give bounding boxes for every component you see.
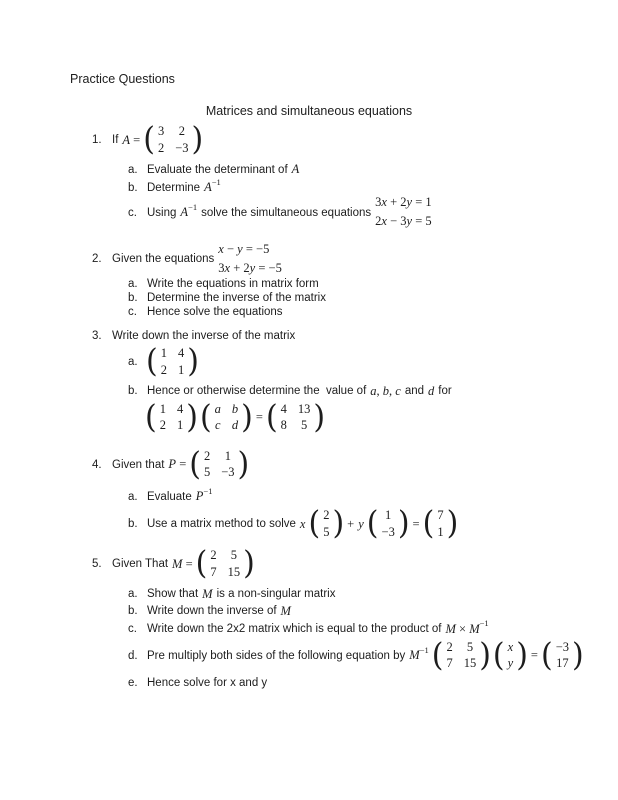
item-math: a, b, c: [370, 383, 401, 398]
equation-stack: [375, 196, 432, 229]
item-label: b.: [128, 605, 138, 617]
matrix-right-paren: ): [186, 398, 198, 436]
item-text: Write the equations in matrix form: [147, 278, 319, 291]
matrix-cell: −3: [221, 465, 235, 480]
matrix-cells: [552, 638, 573, 674]
matrix-cells: [277, 400, 315, 436]
matrix-cell: 1: [177, 362, 185, 377]
question-3: [92, 330, 618, 342]
question-3-item-b: [128, 384, 618, 399]
matrix-p: [190, 447, 248, 483]
item-math: M: [280, 603, 291, 618]
item-label: e.: [128, 676, 138, 689]
matrix-cell: −3: [381, 524, 395, 539]
matrix-left-paren: (: [540, 636, 553, 674]
matrix-left-paren: (: [145, 398, 157, 436]
vector-2: [368, 506, 409, 542]
matrix-cell: d: [231, 418, 239, 433]
item-label: c.: [128, 623, 137, 635]
matrix-right-paren: ): [191, 121, 204, 158]
matrix-cell: 1: [385, 508, 392, 522]
item-label: b.: [128, 181, 138, 194]
item-label: a.: [128, 490, 138, 503]
matrix-cell: 7: [437, 508, 444, 522]
coefficient-y: y: [358, 516, 364, 531]
matrix-cell: 2: [157, 140, 165, 155]
matrix-left-paren: (: [199, 398, 212, 436]
item-text: Using: [147, 206, 177, 219]
question-5-number: 5.: [92, 558, 102, 571]
matrix-cell: 4: [280, 401, 287, 416]
matrix-cells: [206, 546, 244, 582]
equals-sign: =: [255, 410, 263, 425]
matrix-q3a: [147, 344, 198, 380]
question-3-formula: [146, 400, 618, 436]
matrix-left-paren: (: [422, 505, 435, 542]
matrix-cell: 13: [297, 401, 311, 416]
question-4-item-b: [128, 506, 618, 542]
matrix-right-paren: ): [187, 343, 199, 381]
matrix-right-paren: ): [446, 505, 459, 542]
matrix-right-paren: ): [332, 505, 345, 542]
matrix-right-paren: ): [313, 398, 326, 436]
item-label: c.: [128, 206, 137, 219]
item-label: b.: [128, 292, 138, 305]
matrix-cell: 5: [323, 524, 330, 539]
matrix-left-paren: (: [143, 121, 155, 158]
question-5-variable: M =: [172, 556, 193, 571]
matrix-cell: 5: [203, 465, 211, 480]
matrix-cells: [504, 638, 518, 674]
item-label: b.: [128, 518, 138, 531]
matrix-left-paren: (: [431, 636, 444, 674]
question-2-text: Given the equations: [112, 253, 215, 265]
item-text: Determine the inverse of the matrix: [147, 292, 326, 305]
equals-sign: =: [412, 516, 420, 531]
matrix-cell: b: [231, 401, 239, 416]
matrix-right-paren: ): [516, 636, 528, 674]
question-1-variable: A =: [122, 132, 141, 147]
item-text: Use a matrix method to solve: [147, 518, 296, 531]
matrix-cells: [154, 122, 193, 158]
question-2-item-b: [128, 292, 618, 304]
item-math: $M^{-1}$: [409, 644, 429, 663]
matrix-cell: c: [215, 418, 221, 433]
matrix-cell: 2: [323, 508, 330, 522]
matrix-right-paren: ): [243, 545, 255, 583]
question-5-item-e: [128, 677, 618, 689]
matrix-cell: 2: [160, 362, 167, 377]
matrix-cell: 1: [224, 448, 231, 463]
question-5-item-a: [128, 587, 618, 602]
item-text: Evaluate: [147, 490, 192, 503]
item-label: a.: [128, 278, 138, 291]
question-1-item-b: [128, 177, 618, 195]
item-text: Hence solve the equations: [147, 306, 283, 319]
vector-result: [542, 638, 583, 674]
item-math: $P^{-1}$: [195, 485, 213, 503]
matrix-cells: [442, 638, 480, 674]
item-text: Pre multiply both sides of the following equation by: [147, 649, 406, 662]
item-label: d.: [128, 649, 138, 662]
matrix-right-paren: ): [479, 636, 491, 674]
vector-result: [424, 506, 458, 542]
matrix-cells: [157, 344, 189, 380]
item-text: Hence solve for x and y: [147, 676, 268, 689]
question-5-item-c: [128, 618, 618, 637]
matrix-m: [197, 546, 254, 582]
question-1-number: 1.: [92, 134, 102, 147]
matrix-left-paren: (: [195, 545, 208, 583]
matrix-cell: −3: [555, 639, 570, 654]
question-2-item-a: [128, 278, 618, 290]
item-label: c.: [128, 306, 137, 319]
matrix-cell: x: [507, 639, 514, 654]
matrix-result: [267, 400, 324, 436]
matrix-cell: 2: [178, 124, 185, 138]
item-math: M: [202, 586, 213, 601]
coefficient-x: x: [299, 516, 306, 531]
item-text: is a non-singular matrix: [216, 588, 336, 600]
matrix-product-right: [201, 400, 252, 436]
question-4: [92, 447, 618, 483]
question-2-item-c: [128, 306, 618, 318]
question-3-text: Write down the inverse of the matrix: [112, 330, 296, 343]
matrix-cells: [319, 506, 333, 542]
question-5-item-d: [128, 638, 618, 674]
matrix-cell: 5: [466, 639, 474, 654]
plus-sign: +: [347, 516, 355, 531]
matrix-cells: [200, 447, 239, 483]
matrix-cells: [433, 506, 447, 542]
equation-line: 3x + 2y = −5: [218, 260, 282, 275]
matrix-cell: 17: [556, 656, 569, 671]
matrix-cell: 7: [446, 656, 453, 671]
matrix-left-paren: (: [308, 505, 321, 542]
question-1-item-c: [128, 196, 618, 229]
item-text: Write down the 2x2 matrix which is equal to the product of: [147, 623, 442, 635]
item-text: solve the simultaneous equations: [201, 206, 372, 219]
matrix-cell: 4: [176, 401, 184, 416]
section-heading: Matrices and simultaneous equations: [205, 104, 413, 118]
matrix-cell: 15: [227, 564, 241, 579]
question-2-number: 2.: [92, 253, 102, 265]
question-5-item-b: [128, 604, 618, 619]
matrix-m: [433, 638, 490, 674]
item-label: a.: [128, 356, 138, 369]
item-text: Hence or otherwise determine the value of: [147, 385, 367, 397]
item-label: a.: [128, 163, 138, 176]
matrix-cell: 1: [159, 401, 166, 416]
question-4-number: 4.: [92, 458, 102, 471]
item-math: $A^{-1}$: [180, 201, 198, 219]
item-math: $M \times M^{-1}$: [445, 618, 489, 636]
equation-line: 2x − 3y = 5: [375, 214, 432, 228]
question-4-text: Given that: [112, 458, 165, 471]
question-1-text: If: [112, 134, 119, 147]
matrix-left-paren: (: [492, 636, 505, 674]
matrix-cell: 7: [210, 564, 217, 579]
matrix-cell: 8: [280, 418, 287, 433]
matrix-left-paren: (: [265, 398, 278, 436]
vector-1: [309, 506, 343, 542]
matrix-cell: 2: [159, 418, 166, 433]
question-3-number: 3.: [92, 330, 102, 343]
matrix-cell: a: [214, 401, 221, 416]
matrix-left-paren: (: [366, 505, 379, 542]
matrix-left-paren: (: [146, 343, 158, 381]
matrix-cell: 1: [437, 524, 444, 539]
matrix-cell: 15: [463, 656, 477, 671]
item-math: $A^{-1}$: [204, 177, 221, 195]
item-math: A: [291, 162, 300, 177]
equation-line: x − y = −5: [218, 241, 270, 256]
matrix-cell: 4: [177, 346, 185, 361]
matrix-right-paren: ): [397, 505, 410, 542]
question-1-item-a: [128, 162, 618, 177]
item-text: Determine: [147, 181, 201, 194]
page-title: Practice Questions: [70, 72, 175, 86]
matrix-right-paren: ): [572, 636, 584, 674]
matrix-cell: 2: [446, 639, 453, 654]
question-3-item-a: [128, 344, 618, 380]
matrix-cell: y: [507, 656, 514, 671]
matrix-a: [144, 122, 202, 158]
matrix-right-paren: ): [237, 445, 250, 483]
question-5-text: Given That: [112, 558, 169, 571]
item-text: Write down the inverse of: [147, 605, 277, 617]
item-text: Evaluate the determinant of: [147, 163, 288, 176]
equals-sign: =: [530, 648, 538, 663]
item-text: Show that: [147, 588, 199, 600]
matrix-cells: [156, 400, 188, 436]
question-4-variable: P =: [168, 457, 187, 472]
matrix-cell: 1: [160, 346, 167, 361]
matrix-product-left: [146, 400, 197, 436]
item-math: d: [428, 383, 435, 398]
question-2: [92, 243, 618, 276]
matrix-cell: 5: [230, 548, 237, 563]
item-text: for: [438, 385, 452, 397]
matrix-cell: 3: [157, 124, 165, 138]
matrix-cell: 2: [210, 548, 217, 563]
matrix-cells: [378, 506, 399, 542]
item-text: and: [404, 385, 425, 397]
question-5: [92, 546, 618, 582]
matrix-left-paren: (: [189, 445, 201, 483]
matrix-right-paren: ): [241, 398, 253, 436]
item-label: a.: [128, 588, 138, 600]
equation-stack: [218, 243, 282, 276]
vector-xy: [494, 638, 527, 674]
item-label: b.: [128, 385, 138, 397]
matrix-cell: −3: [175, 140, 189, 155]
question-4-item-a: [128, 485, 618, 504]
matrix-cell: 5: [301, 418, 308, 433]
matrix-cells: [211, 400, 243, 436]
equation-line: 3x + 2y = 1: [375, 195, 432, 210]
matrix-cell: 2: [203, 448, 211, 463]
question-1: [92, 122, 618, 158]
matrix-cell: 1: [176, 418, 184, 433]
